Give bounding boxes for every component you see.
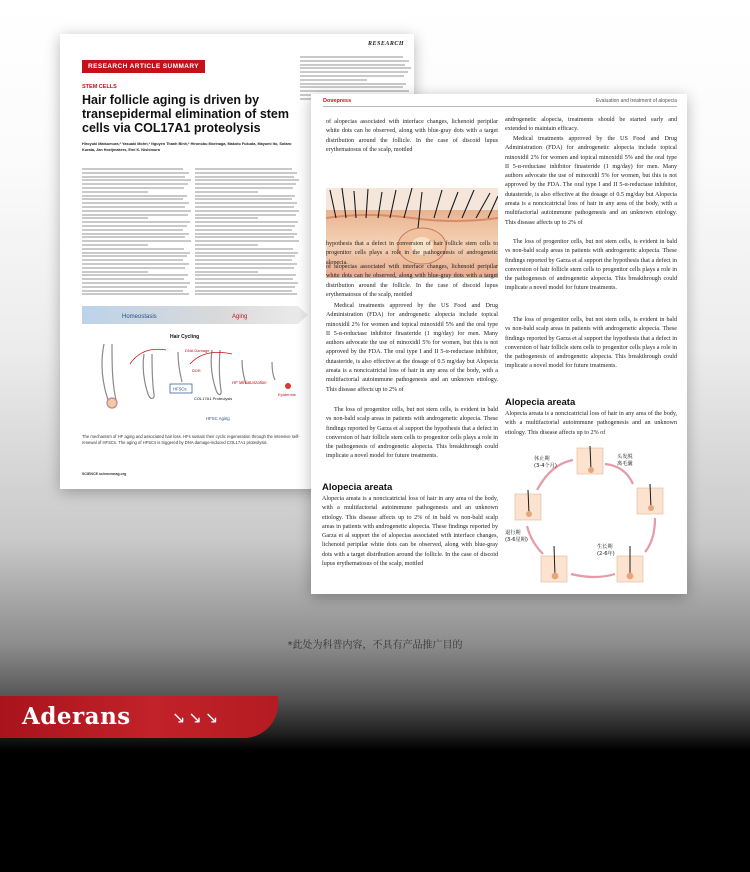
text-line — [195, 255, 295, 257]
hf-miniaturization-label: HF Miniaturization — [232, 380, 267, 385]
text-line — [82, 229, 183, 231]
text-line — [195, 206, 294, 208]
text-line — [82, 183, 188, 185]
text-line — [195, 263, 297, 265]
follicle-cycle-drawings — [102, 344, 275, 408]
ddr-label: DDR — [192, 368, 201, 373]
hfsc-aging-label: HFSC Aging — [206, 416, 230, 421]
hfscs-label: HFSCs — [173, 386, 187, 392]
text-line — [82, 240, 191, 242]
text-line — [82, 267, 185, 269]
left-column-paragraph-3: The loss of progenitor cells, but not stem cells, is evident in bald vs non-bald scalp areas in patients with androgenetic alopecia. These findings reported by Garza et al support the hypothesis that a defect in conversion of hair follicle stem cells to progenitor cells plays a role in the pathogenesis of androgenetic alopecia. This breakthrough could implicate a novel model for future treatments. — [326, 407, 498, 460]
paper1-footer: SCIENCE sciencemag.org — [82, 472, 127, 476]
text-line — [195, 259, 292, 261]
text-line — [82, 217, 148, 219]
text-line — [195, 195, 295, 197]
text-line — [195, 290, 292, 292]
text-line — [82, 282, 190, 284]
col17a1-label: COL17A1 Proteolysis — [194, 396, 233, 401]
stage-catagen-label: 退行期(3-6星期) — [505, 530, 528, 543]
text-line — [195, 271, 258, 273]
text-line — [300, 90, 409, 92]
paper1-title: Hair follicle aging is driven by transepidermal elimination of stem cells via COL17A1 proteolysis — [82, 93, 289, 135]
text-line — [195, 278, 293, 280]
text-line — [82, 293, 189, 295]
disclaimer-text: *此处为科普内容，不具有产品推广目的 — [287, 640, 463, 651]
text-line — [82, 206, 185, 208]
stage-telogen-label: 休止期(3-4个月) — [534, 456, 557, 469]
text-line — [195, 210, 299, 212]
text-line — [300, 56, 403, 58]
right-column-paragraph-2: Medical treatments approved by the US Food and Drug Administration (FDA) for androgenetic alopecia include topical minoxidil 2% for women and topical minoxidil 5% and the oral type II 5-α-reductase inhibitor finasteride (1 mg/day) for men. Many authors advocate the use of minoxidil 5% for women, but this is not approved by the FDA. The oral type I and II 5-α-reductase inhibitor, dutasteride, is also effective at the dosage of 0.5 mg/day but Alopecia areata is a noncicatricial loss of hair in any area of the body, with a multifactorial autoimmune pathogenesis and an unknown etiology. This disease affects up to 2% of — [505, 136, 677, 226]
text-line — [195, 202, 297, 204]
text-line — [82, 286, 187, 288]
paper1-header — [60, 34, 414, 52]
text-line — [82, 172, 189, 174]
right-column-paragraph-3: The loss of progenitor cells, but not stem cells, is evident in bald vs non-bald scalp areas in patients with androgenetic alopecia. These findings reported by Garza et al support the hypothesis that a defect in conversion of hair follicle stem cells to progenitor cells plays a role in the pathogenesis of androgenetic alopecia. This breakthrough could implicate a novel model for future treatments. — [505, 239, 677, 292]
dna-damage-label: DNA Damage — [185, 348, 210, 353]
text-line — [82, 195, 187, 197]
text-line — [195, 229, 292, 231]
text-line — [195, 233, 297, 235]
homeostasis-aging-arrow — [82, 306, 308, 324]
paper2-header — [323, 97, 677, 107]
text-line — [82, 187, 184, 189]
text-line — [195, 293, 297, 295]
left-column-paragraph-4: Alopecia areata is a noncicatricial loss of hair in any area of the body, with a multifactorial autoimmune pathogenesis and an unknown etiology. This disease affects up to 2% of in bald vs non-bald scalp areas in patients with androgenetic alopecia. These findings reported by Garza et al support the of alopecias associated with interface changes, lichenoid peripilar white dots can be observed, along with blue-gray dots with a target distribution around the follicle. In the case of discoid lupus erythematosus of the scalp, mottled — [322, 496, 498, 568]
text-line — [82, 290, 183, 292]
text-line — [300, 75, 404, 77]
text-line — [82, 210, 191, 212]
text-line — [82, 214, 188, 216]
text-line — [300, 79, 367, 81]
text-line — [82, 255, 187, 257]
text-line — [195, 267, 294, 269]
text-line — [300, 71, 408, 73]
text-line — [82, 179, 191, 181]
text-line — [300, 60, 409, 62]
paper1-section-label: RESEARCH — [367, 41, 404, 47]
text-line — [82, 198, 183, 200]
hair-cycling-label: Hair Cycling — [170, 334, 200, 340]
text-line — [195, 236, 294, 238]
paper1-body-column-2 — [195, 168, 300, 295]
left-section-heading: Alopecia areata — [322, 482, 393, 493]
text-line — [195, 244, 258, 246]
text-line — [82, 221, 190, 223]
text-line — [300, 83, 406, 85]
text-line — [195, 252, 298, 254]
left-column-hypothesis: hypothesis that a defect in conversion of hair follicle stem cells to progenitor cells plays a role in the pathogenesis of androgenetic alopecia. — [326, 241, 498, 266]
text-line — [300, 64, 405, 66]
text-line — [300, 86, 403, 88]
paper1-figure-caption: The mechanism of HF aging and associated hair loss. HFs sustain their cyclic regeneration through the intensive self-renewal of HFSCs. The aging of HFSCs is triggered by DNA damage-induced COL17A1 proteolysis. — [82, 434, 300, 445]
left-column-paragraph-1: of alopecias associated with interface changes, lichenoid peripilar white dots can be observed, along with blue-gray dots with a target distribution around the follicle. In the case of discoid lupus erythematosus of the scalp, mottled — [326, 264, 498, 298]
right-column-paragraph-5: Alopecia areata is a noncicatricial loss of hair in any area of the body, with a multifactorial autoimmune pathogenesis and an unknown etiology. This disease affects up to 2% of — [505, 411, 677, 436]
text-line — [82, 274, 188, 276]
text-line — [195, 286, 295, 288]
text-line — [195, 225, 295, 227]
text-line — [195, 274, 296, 276]
text-line — [195, 282, 298, 284]
journal-name: Dovepress — [323, 98, 352, 104]
text-line — [195, 217, 258, 219]
text-line — [195, 221, 298, 223]
text-line — [82, 236, 185, 238]
text-line — [195, 172, 297, 174]
left-column-top-text: of alopecias associated with interface changes, lichenoid peripilar white dots can be observed, along with blue-gray dots with a target distribution around the follicle. In the case of discoid lupus erythematosus of the scalp, mottled — [326, 119, 498, 153]
right-column-paragraph-1: androgenetic alopecia, treatments should be started early and extended to maintain efficacy. — [505, 117, 677, 133]
text-line — [82, 225, 187, 227]
aging-label: Aging — [232, 314, 248, 320]
text-line — [82, 252, 190, 254]
stage-shedding-label: 头发脱离毛囊 — [617, 454, 633, 467]
text-line — [195, 191, 258, 193]
text-line — [195, 198, 292, 200]
text-line — [82, 202, 189, 204]
text-line — [300, 67, 411, 69]
text-line — [195, 240, 299, 242]
text-line — [82, 168, 183, 170]
paper1-authors: Hiroyuki Matsumura,* Yasuaki Mohri,* Nguyen Thanh Binh,* Hironobu Morinaga, Makoto Fukuda, Mayumi Ito, Sotaro Kurata, Jan Hoeijmakers, Emi K. Nishimura — [82, 142, 292, 152]
epidermis-cell-marker — [285, 383, 291, 389]
hair-aging-mechanism-figure — [82, 304, 308, 424]
epidermis-label: Epidermis — [278, 392, 296, 397]
text-line — [195, 176, 294, 178]
text-line — [82, 176, 185, 178]
text-line — [195, 168, 292, 170]
running-head: Evaluation and treatment of alopecia — [595, 98, 677, 104]
text-line — [82, 248, 184, 250]
homeostasis-label: Homeostasis — [122, 314, 157, 320]
research-summary-badge: RESEARCH ARTICLE SUMMARY — [82, 60, 205, 73]
left-column-paragraph-2: Medical treatments approved by the US Food and Drug Administration (FDA) for androgenetic alopecia include topical minoxidil 2% for women and topical minoxidil 5% and the oral type II 5-α-reductase inhibitor finasteride (1 mg/day) for men. Many authors advocate the use of minoxidil 5% for women, but this is not approved by the FDA. The oral type I and II 5-α-reductase inhibitor, dutasteride, is also effective at the dosage of 0.5 mg/day but Alopecia areata is a noncicatricial loss of hair in any area of the body, with a multifactorial autoimmune pathogenesis and an unknown etiology. This disease affects up to 2% of — [326, 303, 498, 393]
text-line — [82, 259, 183, 261]
text-line — [82, 278, 184, 280]
text-line — [195, 214, 296, 216]
stage-anagen-label: 生长期(2-6年) — [597, 544, 615, 557]
text-line — [82, 191, 148, 193]
hair-growth-cycle-diagram — [505, 446, 677, 592]
text-line — [82, 271, 148, 273]
text-line — [82, 233, 189, 235]
paper1-category: STEM CELLS — [82, 84, 117, 90]
text-line — [195, 179, 299, 181]
text-line — [82, 263, 189, 265]
text-line — [82, 244, 148, 246]
text-line — [195, 187, 293, 189]
text-line — [195, 183, 296, 185]
right-section-heading: Alopecia areata — [505, 397, 576, 408]
down-right-arrows-icon: ↘↘↘ — [172, 708, 222, 727]
dovepress-article-page — [311, 94, 687, 594]
aderans-logo: Aderans — [22, 703, 131, 730]
text-line — [195, 248, 293, 250]
right-column-paragraph-4: The loss of progenitor cells, but not stem cells, is evident in bald vs non-bald scalp areas in patients with androgenetic alopecia. These findings reported by Garza et al support the hypothesis that a defect in conversion of hair follicle stem cells to progenitor cells plays a role in the pathogenesis of androgenetic alopecia. This breakthrough could implicate a novel model for future treatments. — [505, 317, 677, 370]
paper1-body-column-1 — [82, 168, 192, 295]
